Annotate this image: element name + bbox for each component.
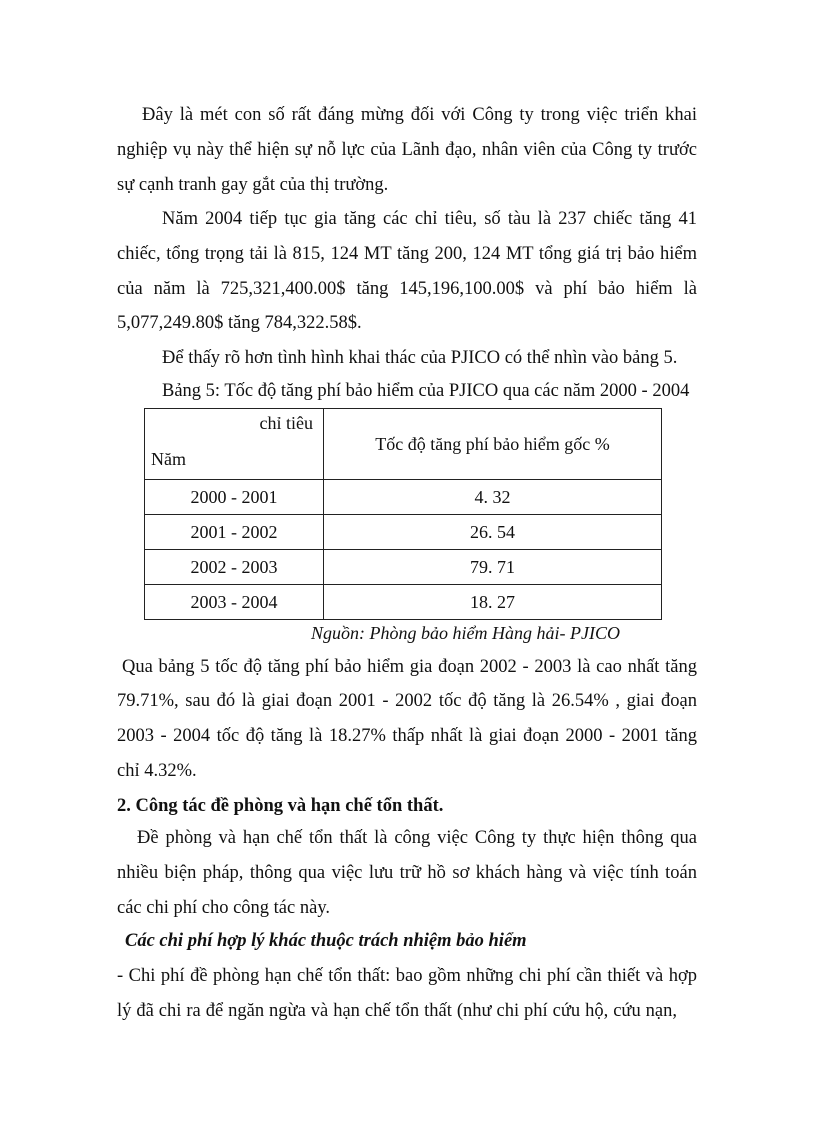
table-header-corner bbox=[145, 409, 324, 480]
p2-line-1: Năm 2004 tiếp tục gia tăng các chỉ tiêu, số tàu là 237 chiếc tăng 41 bbox=[162, 209, 697, 229]
table-title: Bảng 5: Tốc độ tăng phí bảo hiểm của PJICO qua các năm 2000 - 2004 bbox=[162, 381, 690, 401]
p4-line-4: chỉ 4.32%. bbox=[117, 761, 197, 781]
table-cell-period: 2000 - 2001 bbox=[145, 480, 324, 515]
subheading: Các chi phí hợp lý khác thuộc trách nhiệm bảo hiểm bbox=[125, 931, 527, 951]
p4-line-2: 79.71%, sau đó là giai đoạn 2001 - 2002 tốc độ tăng là 26.54% , giai đoạn bbox=[117, 691, 697, 711]
table-cell-period: 2003 - 2004 bbox=[145, 585, 324, 620]
table-row bbox=[145, 585, 662, 620]
table-row bbox=[145, 480, 662, 515]
table-header-row bbox=[145, 409, 662, 480]
p1-line-1: Đây là mét con số rất đáng mừng đối với Công ty trong việc triển khai bbox=[142, 105, 697, 125]
header-corner-top: chỉ tiêu bbox=[259, 413, 313, 433]
table-cell-value: 26. 54 bbox=[324, 515, 662, 550]
p6-line-1: - Chi phí đề phòng hạn chế tổn thất: bao gồm những chi phí cần thiết và hợp bbox=[117, 966, 697, 986]
p1-line-3: sự cạnh tranh gay gắt của thị trường. bbox=[117, 175, 389, 195]
table-header-value: Tốc độ tăng phí bảo hiểm gốc % bbox=[324, 409, 662, 480]
table-source: Nguồn: Phòng bảo hiểm Hàng hải- PJICO bbox=[311, 623, 620, 643]
table-cell-value: 18. 27 bbox=[324, 585, 662, 620]
p4-line-3: 2003 - 2004 tốc độ tăng là 18.27% thấp nhất là giai đoạn 2000 - 2001 tăng bbox=[117, 726, 697, 746]
p2-line-3: của năm là 725,321,400.00$ tăng 145,196,100.00$ và phí bảo hiểm là bbox=[117, 279, 697, 299]
p5-line-3: các chi phí cho công tác này. bbox=[117, 898, 330, 918]
p1-line-2: nghiệp vụ này thể hiện sự nỗ lực của Lãnh đạo, nhân viên của Công ty trước bbox=[117, 140, 697, 160]
table-cell-value: 79. 71 bbox=[324, 550, 662, 585]
p3-line-1: Để thấy rõ hơn tình hình khai thác của PJICO có thể nhìn vào bảng 5. bbox=[162, 348, 678, 368]
p2-line-4: 5,077,249.80$ tăng 784,322.58$. bbox=[117, 313, 362, 333]
p6-line-2: lý đã chi ra để ngăn ngừa và hạn chế tổn thất (như chi phí cứu hộ, cứu nạn, bbox=[117, 1001, 677, 1021]
table-cell-period: 2002 - 2003 bbox=[145, 550, 324, 585]
section-heading: 2. Công tác đề phòng và hạn chế tổn thất. bbox=[117, 796, 444, 816]
p4-line-1: Qua bảng 5 tốc độ tăng phí bảo hiểm gia đoạn 2002 - 2003 là cao nhất tăng bbox=[122, 657, 697, 677]
p5-line-2: nhiều biện pháp, thông qua việc lưu trữ hồ sơ khách hàng và việc tính toán bbox=[117, 863, 697, 883]
table-row bbox=[145, 515, 662, 550]
p5-line-1: Đề phòng và hạn chế tổn thất là công việc Công ty thực hiện thông qua bbox=[137, 828, 697, 848]
p2-line-2: chiếc, tổng trọng tải là 815, 124 MT tăng 200, 124 MT tổng giá trị bảo hiểm bbox=[117, 244, 697, 264]
table-cell-period: 2001 - 2002 bbox=[145, 515, 324, 550]
header-corner-bottom: Năm bbox=[151, 449, 186, 469]
growth-rate-table bbox=[144, 408, 662, 620]
table-row bbox=[145, 550, 662, 585]
table-cell-value: 4. 32 bbox=[324, 480, 662, 515]
